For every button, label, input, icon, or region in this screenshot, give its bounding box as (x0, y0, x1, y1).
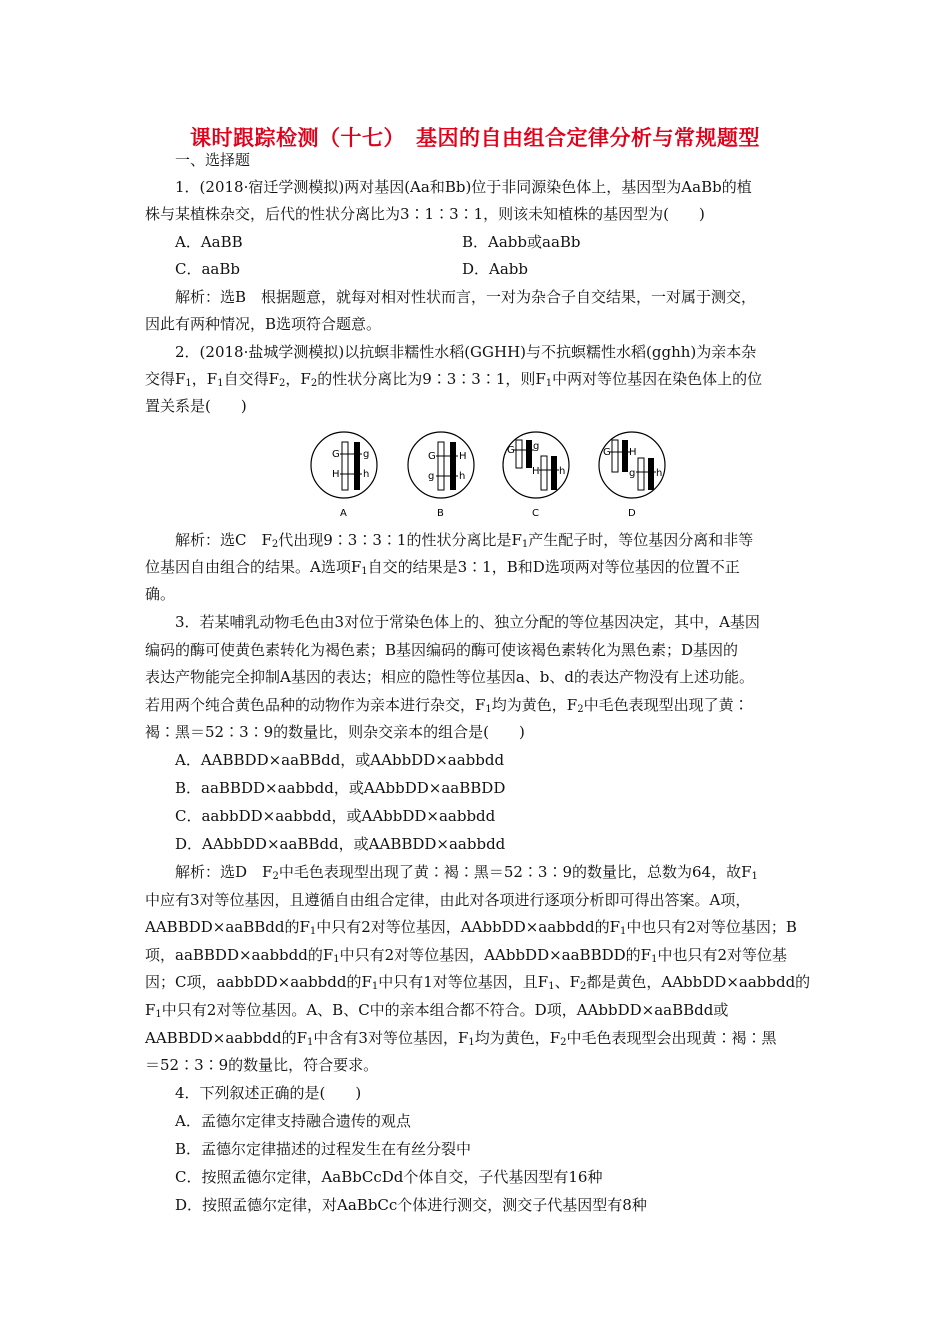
q4-option-d: D．按照孟德尔定律，对AaBbCc个体进行测交，测交子代基因型有8种 (175, 1196, 647, 1214)
figure-label-c: C (532, 508, 539, 519)
cell-d-chromosome-1 (612, 440, 618, 472)
cell-a-gene-H: H (332, 469, 340, 480)
q3-stem-line1: 3．若某哺乳动物毛色由3对位于常染色体上的、独立分配的等位基因决定，其中，A基因 (175, 613, 760, 631)
q1-answer-line2: 因此有两种情况，B选项符合题意。 (145, 315, 382, 333)
cell-d-membrane (599, 432, 665, 498)
q3-option-b: B．aaBBDD×aabbdd，或AAbbDD×aaBBDD (175, 779, 506, 797)
q3-stem-line3: 表达产物能完全抑制A基因的表达；相应的隐性等位基因a、b、d的表达产物没有上述功能。 (145, 668, 754, 686)
q1-option-c: C．aaBb (175, 260, 240, 278)
q3-answer-line7: AABBDD×aabbdd的$F_1$中含有3对等位基因，$F_1$均为黄色，$F_2$中毛色表现型会出现黄∶褐∶黑 (145, 1029, 777, 1048)
q4-stem: 4．下列叙述正确的是( ) (175, 1084, 362, 1102)
q3-stem-line2: 编码的酶可使黄色素转化为褐色素；B基因编码的酶可使该褐色素转化为黑色素；D基因的 (145, 641, 739, 659)
chromosome-figure (310, 426, 680, 522)
q4-option-b: B．孟德尔定律描述的过程发生在有丝分裂中 (175, 1140, 472, 1158)
cell-d-chromosome-3 (638, 458, 644, 490)
q2-stem-line1: 2．(2018·盐城学测模拟)以抗螟非糯性水稻(GGHH)与不抗螟糯性水稻(gghh)为亲本杂 (175, 343, 757, 361)
q1-option-a: A．AaBB (175, 233, 243, 251)
q1-stem-line2: 株与某植株杂交，后代的性状分离比为3∶1∶3∶1，则该未知植株的基因型为( ) (145, 205, 705, 223)
q1-option-b: B．Aabb或aaBb (462, 233, 581, 251)
cell-c-chromosome-4 (551, 456, 557, 490)
page-title: 课时跟踪检测（十七） 基因的自由组合定律分析与常规题型 (190, 126, 760, 150)
q2-answer-line2: 位基因自由组合的结果。A选项$F_1$自交的结果是3∶1，B和D选项两对等位基因的位置不正 (145, 558, 740, 577)
q3-answer-line2: 中应有3对等位基因，且遵循自由组合定律，由此对各项进行逐项分析即可得出答案。A项， (145, 891, 751, 909)
cell-c-chromosome-1 (516, 440, 522, 468)
cell-c-chromosome-3 (541, 456, 547, 490)
cell-b (408, 432, 474, 519)
q1-answer-line1: 解析：选B 根据题意，就每对相对性状而言，一对为杂合子自交结果，一对属于测交， (175, 288, 757, 306)
cell-b-gene-G: G (428, 451, 436, 462)
q2-answer-line1: 解析：选C $F_2$代出现9∶3∶3∶1的性状分离比是$F_1$产生配子时，等位基因分离和非等 (175, 531, 754, 550)
cell-a-gene-g: g (363, 449, 370, 460)
q3-answer-line8: ＝52∶3∶9的数量比，符合要求。 (145, 1056, 379, 1074)
q3-option-d: D．AAbbDD×aaBBdd，或AABBDD×aabbdd (175, 835, 506, 853)
cell-b-gene-h: h (459, 471, 466, 482)
q3-answer-line6: $F_1$中只有2对等位基因。A、B、C中的亲本组合都不符合。D项，AAbbDD×aaBBdd或 (145, 1001, 729, 1020)
cell-d-chromosome-4 (648, 458, 654, 490)
cell-a-chromosome-right (354, 442, 360, 490)
cell-c (503, 432, 569, 519)
q2-stem-line2: 交得$F_1$，$F_1$自交得$F_2$，$F_2$的性状分离比为9∶3∶3∶1，则$F_1$中两对等位基因在染色体上的位 (145, 370, 763, 389)
q1-option-d: D．Aabb (462, 260, 529, 278)
cell-c-chromosome-2 (526, 440, 532, 468)
cell-b-gene-H: H (459, 451, 467, 462)
q3-answer-line1: 解析：选D $F_2$中毛色表现型出现了黄∶褐∶黑＝52∶3∶9的数量比，总数为64，故$F_1$ (175, 863, 758, 882)
cell-d (599, 432, 665, 519)
cell-d-gene-h: h (656, 468, 663, 479)
cell-d-gene-H: H (629, 447, 637, 458)
cell-a-gene-G: G (332, 449, 340, 460)
q3-answer-line4: 项，aaBBDD×aabbdd的$F_1$中只有2对等位基因，AAbbDD×aaBBDD的$F_1$中也只有2对等位基 (145, 946, 787, 965)
cell-c-gene-h: h (559, 466, 566, 477)
q2-stem-line3: 置关系是( ) (145, 397, 247, 415)
cell-b-chromosome-right (450, 442, 456, 490)
cell-a-chromosome-left (342, 442, 348, 490)
q3-answer-line3: AABBDD×aaBBdd的$F_1$中只有2对等位基因，AAbbDD×aabbdd的$F_1$中也只有2对等位基因；B (145, 918, 797, 937)
cell-c-gene-g: g (533, 441, 540, 452)
figure-label-d: D (628, 508, 636, 519)
cell-c-gene-G: G (507, 445, 515, 456)
cell-d-gene-G: G (603, 447, 611, 458)
q3-option-a: A．AABBDD×aaBBdd，或AAbbDD×aabbdd (175, 751, 505, 769)
cell-b-chromosome-left (438, 442, 444, 490)
q3-stem-line5: 褐∶黑＝52∶3∶9的数量比，则杂交亲本的组合是( ) (145, 723, 525, 741)
cell-c-gene-H: H (532, 466, 540, 477)
section-heading: 一、选择题 (175, 151, 251, 169)
cell-a (311, 432, 377, 519)
cell-b-gene-g: g (428, 471, 435, 482)
q4-option-a: A．孟德尔定律支持融合遗传的观点 (175, 1112, 411, 1130)
cell-a-gene-h: h (363, 469, 370, 480)
q3-option-c: C．aabbDD×aabbdd，或AAbbDD×aabbdd (175, 807, 496, 825)
figure-label-a: A (340, 508, 347, 519)
q2-answer-line3: 确。 (145, 585, 176, 603)
q4-option-c: C．按照孟德尔定律，AaBbCcDd个体自交，子代基因型有16种 (175, 1168, 603, 1186)
cell-d-chromosome-2 (622, 440, 628, 472)
chromosome-diagram (310, 426, 680, 522)
figure-label-b: B (437, 508, 444, 519)
q1-stem-line1: 1．(2018·宿迁学测模拟)两对基因(Aa和Bb)位于非同源染色体上，基因型为AaBb的植 (175, 178, 752, 196)
q3-stem-line4: 若用两个纯合黄色品种的动物作为亲本进行杂交，$F_1$均为黄色，$F_2$中毛色表现型出现了黄∶ (145, 696, 749, 715)
q3-answer-line5: 因；C项，aabbDD×aabbdd的$F_1$中只有1对等位基因，且$F_1$、$F_2$都是黄色，AAbbDD×aabbdd的 (145, 973, 811, 992)
cell-d-gene-g: g (629, 468, 636, 479)
